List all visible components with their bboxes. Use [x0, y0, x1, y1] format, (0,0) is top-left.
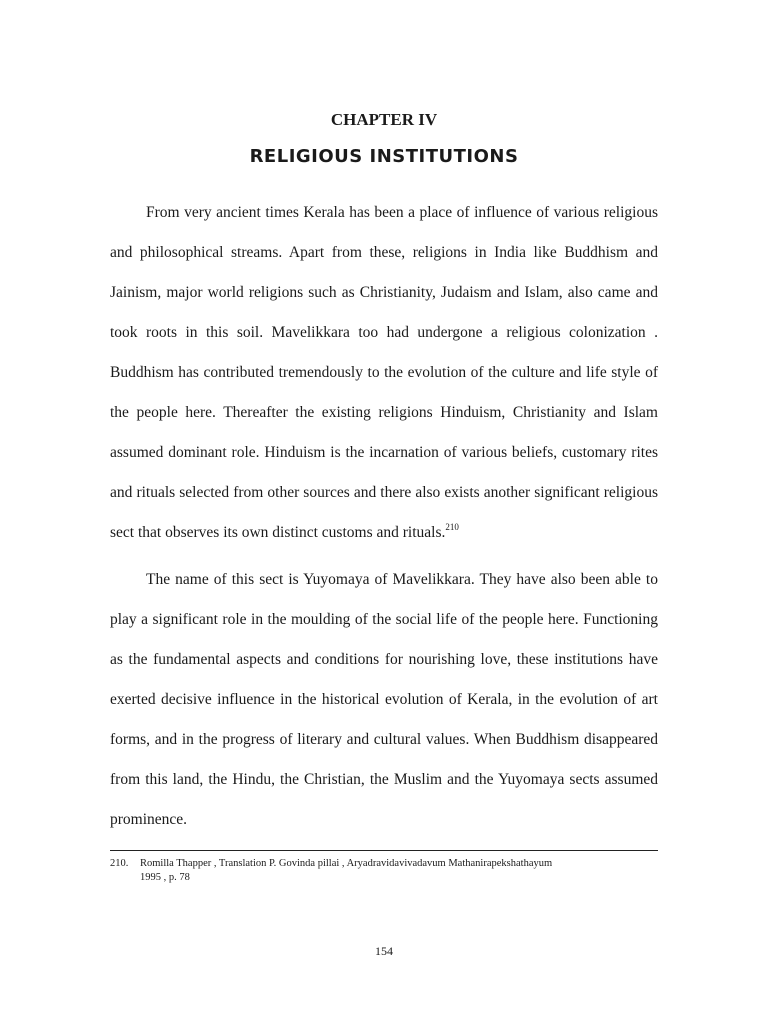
footnote-line-2: 1995 , p. 78	[140, 872, 190, 883]
footnote-reference: 210	[445, 522, 459, 532]
footnote-line-1: Romilla Thapper , Translation P. Govinda pillai , Aryadravidavivadavum Mathanirapekshathayum	[140, 858, 553, 869]
paragraph-1-text: From very ancient times Kerala has been a place of influence of various religious and philosophical streams. Apart from these, religions in India like Buddhism and Jainism, major world religions such as Christianity, Judaism and Islam, also came and took roots in this soil. Mavelikkara too had undergone a religious colonization . Buddhism has contributed tremendously to the evolution of the culture and life style of the people here. Thereafter the existing religions Hinduism, Christianity and Islam assumed dominant role. Hinduism is the incarnation of various beliefs, customary rites and rituals selected from other sources and there also exists another significant religious sect that observes its own distinct customs and rituals.	[110, 204, 658, 541]
footnote-number: 210.	[110, 858, 129, 869]
footnote-divider	[110, 850, 658, 851]
chapter-title: RELIGIOUS INSTITUTIONS	[249, 146, 519, 167]
paragraph-2	[110, 560, 658, 840]
footnote	[110, 857, 658, 885]
chapter-label: CHAPTER IV	[330, 110, 438, 129]
paragraph-2-text: The name of this sect is Yuyomaya of Mavelikkara. They have also been able to play a significant role in the moulding of the social life of the people here. Functioning as the fundamental aspects and conditions for nourishing love, these institutions have exerted decisive influence in the historical evolution of Kerala, in the evolution of art forms, and in the progress of literary and cultural values. When Buddhism disappeared from this land, the Hindu, the Christian, the Muslim and the Yuyomaya sects assumed prominence.	[110, 571, 658, 828]
paragraph-1	[110, 193, 658, 553]
page-number: 154	[375, 944, 393, 958]
